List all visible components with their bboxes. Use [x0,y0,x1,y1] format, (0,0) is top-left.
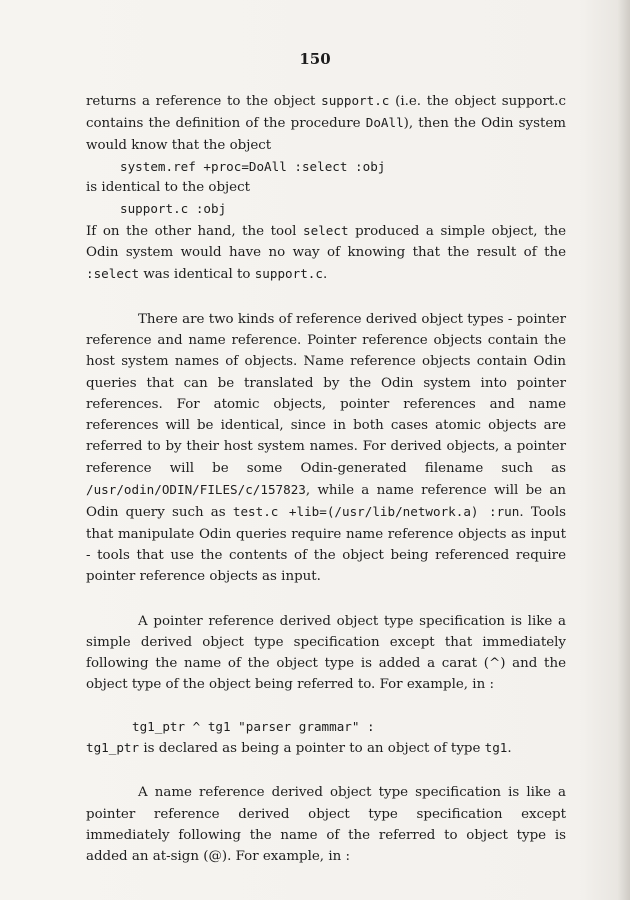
text-run: is identical to the object [86,180,250,196]
text-run: A pointer reference derived object type specification is like a simple derived object type specification except that immediately following the name of the object type is added a carat (^) and the object type of the object being referred to. For example, in : [86,613,566,693]
paragraph [86,737,566,759]
inline-code: support.c [321,93,390,108]
paragraph [86,309,566,588]
text-run: There are two kinds of reference derived object types - pointer reference and name reference. Pointer reference objects contain the host system names of objects. Name reference objects contain Odin queries that can be translated by the Odin system into pointer references. For atomic objects, pointer references and name references will be identical, since in both cases atomic objects are referred to by their host system names. For derived objects, a pointer reference will be some Odin-generated filename such as [86,311,566,476]
paragraph [86,220,566,286]
paragraph [86,90,566,156]
inline-code: /usr/odin/ODIN/FILES/c/157823 [86,482,306,498]
text-run: produced a simple object, the Odin system would have no way of knowing that the result of the [86,223,567,261]
text-run: A name reference derived object type specification is like a pointer reference derived object type specification except immediately following the name of the referred to object type is added an at-sign (@). For example, in : [86,785,566,865]
code-line: tg1_ptr ^ tg1 "parser grammar" : [132,718,375,734]
text-run: If on the other hand, the tool [86,223,304,239]
text-run: . [322,267,328,283]
inline-code: :select [86,266,140,282]
inline-code: select [303,222,349,238]
paragraph [86,611,566,696]
inline-code: tg1_ptr [86,740,140,756]
text-run: is declared as being a pointer to an object of type [139,741,485,757]
paragraph [86,782,566,867]
code-line: system.ref +proc=DoAll :select :obj [120,158,386,174]
inline-code: tg1 [484,740,508,756]
text-run: was identical to [139,267,255,283]
text-run: returns a reference to the object [86,94,322,109]
inline-code: DoAll [365,115,404,131]
text-run: ), then the Odin system would know that the object [86,116,566,153]
page-body [86,90,566,868]
text-run: . Tools that manipulate Odin queries require name reference objects as input - tools that use the contents of the object being referenced require pointer reference objects as input. [86,505,567,585]
code-line: support.c :obj [120,201,227,217]
text-run: , while a name reference will be an Odin query such as [86,483,566,521]
page-number: 150 [299,50,331,68]
inline-code: support.c [254,266,323,282]
text-run: (i.e. the object support.c contains the definition of the procedure [86,94,567,132]
inline-code: test.c +lib=(/usr/lib/network.a) :run [232,504,520,520]
paragraph [86,177,566,198]
text-run: . [507,741,512,757]
